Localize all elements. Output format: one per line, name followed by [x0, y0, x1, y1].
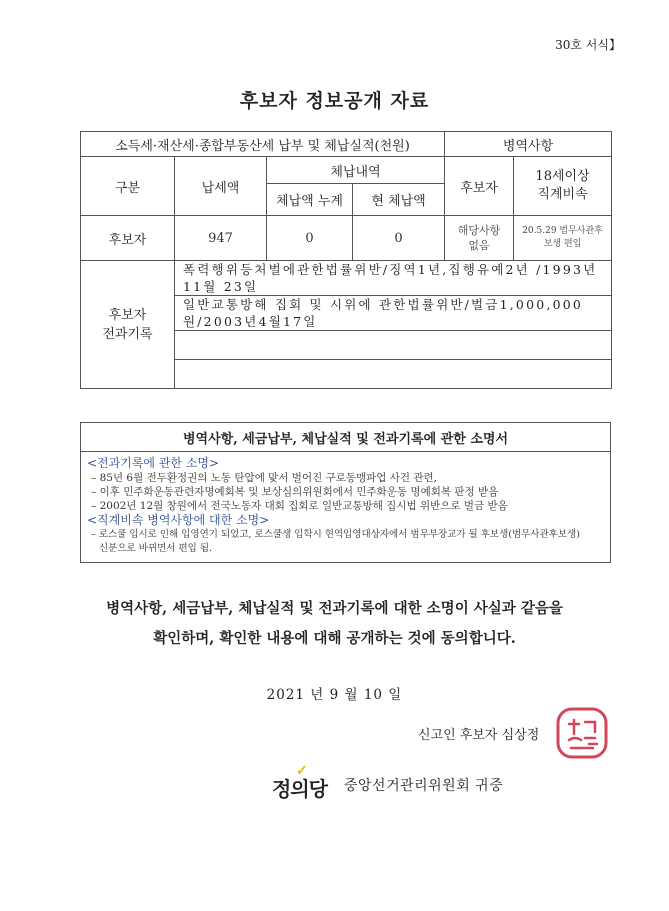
candidate-military-text: 해당사항 없음	[457, 224, 501, 252]
col-arrears: 체납내역	[267, 157, 445, 184]
statement-table	[80, 422, 611, 563]
form-number: 30호 서식】	[555, 38, 621, 52]
descendant-military	[514, 216, 612, 261]
criminal-label-text: 후보자 전과기록	[102, 307, 153, 342]
statement-body	[81, 452, 611, 563]
military-header: 병역사항	[445, 132, 612, 157]
logo-text: 정의당	[272, 777, 327, 801]
military-note-1: – 로스쿨 입시로 인해 입영연기 되었고, 로스쿨생 입학시 현역입영대상자에서 범무부장교가 될 후보생(범무사관후보생)	[91, 529, 580, 540]
logo-check-icon: ✓	[296, 763, 308, 779]
military-note-2: 신분으로 바뀌면서 편입 됨.	[99, 543, 213, 554]
document-title: 후보자 정보공개 자료	[239, 90, 430, 112]
candidate-military	[445, 216, 514, 261]
criminal-record-1: 폭력행위등처벌에관한법률위반/징역1년,집행유예2년 /1993년 11월 23일	[175, 261, 612, 296]
tax-header: 소득세·재산세·종합부동산세 납부 및 체납실적(천원)	[81, 132, 445, 157]
col-arrears-cum: 체납액 누계	[267, 184, 353, 216]
criminal-note-2: – 이후 민주화운동관련자명예회복 및 보상심의위원회에서 민주화운동 명예회복 판정 받음	[91, 486, 499, 498]
row-label-candidate: 후보자	[81, 216, 175, 261]
party-logo	[272, 763, 327, 802]
col-age18	[514, 157, 612, 216]
signature-date: 2021 년 9 월 10 일	[266, 687, 403, 703]
recipient: 중앙선거관리위원회 귀중	[344, 778, 504, 794]
statement-header: 병역사항, 세금납부, 체납실적 및 전과기록에 관한 소명서	[81, 423, 611, 452]
criminal-record-3	[175, 331, 612, 360]
confirmation-text	[0, 594, 669, 654]
arrears-current-value: 0	[353, 216, 445, 261]
signer-name: 신고인 후보자 심상정	[418, 728, 540, 743]
paid-amount: 947	[175, 216, 267, 261]
col-category: 구분	[81, 157, 175, 216]
criminal-record-4	[175, 360, 612, 389]
col-paid: 납세액	[175, 157, 267, 216]
criminal-section-title: <전과기록에 관한 소명>	[87, 456, 220, 470]
military-section-title: <직계비속 병역사항에 대한 소명>	[87, 513, 270, 527]
descendant-military-text: 20.5.29 범무사관후 보생 편입	[522, 226, 603, 249]
col-candidate: 후보자	[445, 157, 514, 216]
col-age18-text: 18세이상 직계비속	[535, 169, 590, 202]
confirmation-line-1: 병역사항, 세금납부, 체납실적 및 전과기록에 대한 소명이 사실과 같음을	[106, 600, 563, 617]
criminal-note-3: – 2002년 12월 창원에서 전국노동자 대회 집회로 일반교통방해 집시법 위반으로 벌금 받음	[91, 500, 508, 512]
confirmation-line-2: 확인하며, 확인한 내용에 대해 공개하는 것에 동의합니다.	[153, 630, 516, 647]
disclosure-table	[80, 131, 612, 389]
col-arrears-current: 현 체납액	[353, 184, 445, 216]
criminal-label	[81, 261, 175, 389]
criminal-note-1: – 85년 6월 전두환정권의 노동 탄압에 맞서 벌어진 구로동맹파업 사건 관련,	[91, 472, 438, 484]
arrears-cum-value: 0	[267, 216, 353, 261]
criminal-record-2: 일반교통방해 집회 및 시위에 관한법률위반/벌금1,000,000원/2003년4월17일	[175, 296, 612, 331]
seal-stamp-icon	[555, 706, 609, 760]
